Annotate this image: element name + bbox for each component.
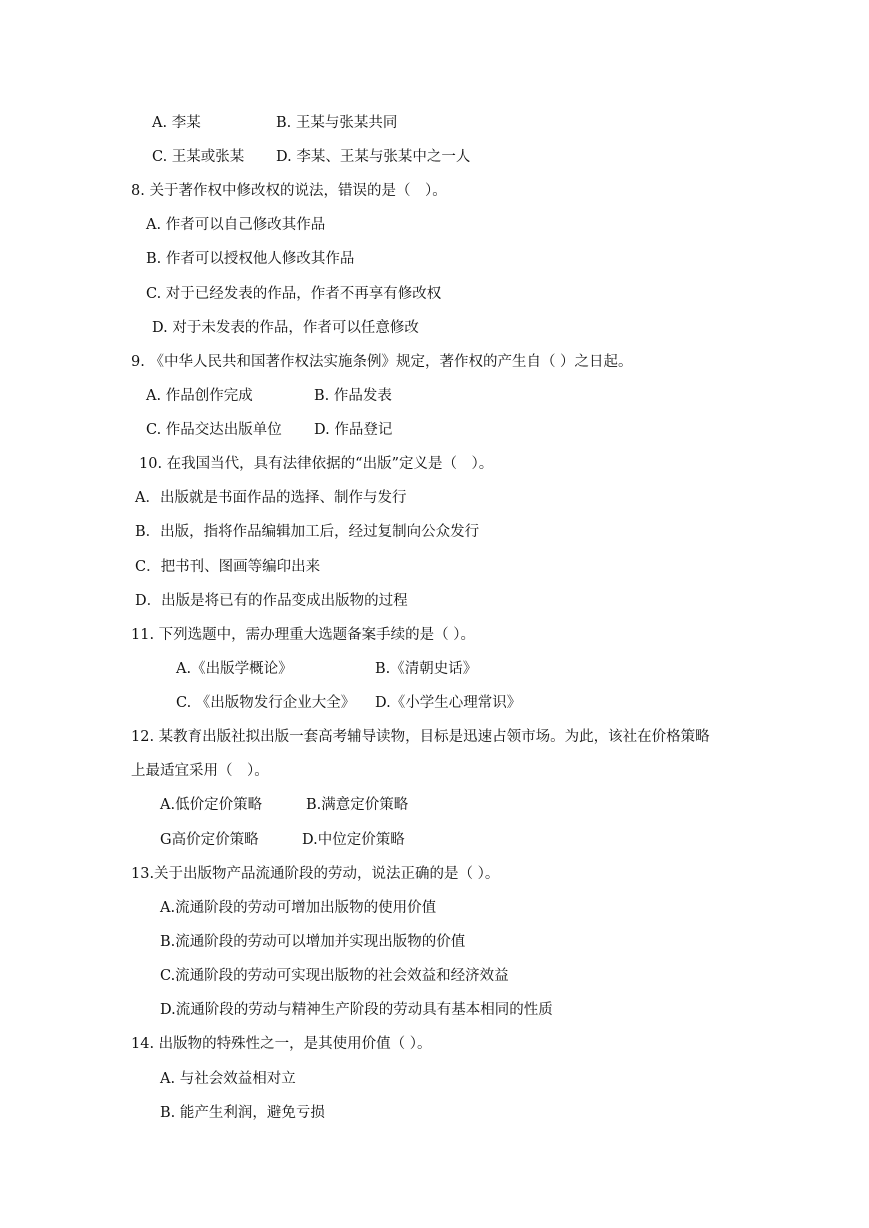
question-12-text: 12. 某教育出版社拟出版一套高考辅导读物，目标是迅速占领市场。为此，该社在价格策略 — [131, 729, 710, 745]
option-8b-text: B. 作者可以授权他人修改其作品 — [146, 251, 355, 267]
option-14b-text: B. 能产生利润，避免亏损 — [160, 1105, 325, 1121]
option-13c-text: C.流通阶段的劳动可实现出版物的社会效益和经济效益 — [160, 968, 509, 984]
option-11d: D.《小学生心理常识》 — [375, 695, 522, 711]
question-14-text: 14. 出版物的特殊性之一，是其使用价值（ ）。 — [131, 1036, 432, 1052]
option-9a: A. 作品创作完成 — [146, 388, 253, 404]
option-10d-text: D．出版是将已有的作品变成出版物的过程 — [135, 593, 408, 609]
option-13d-text: D.流通阶段的劳动与精神生产阶段的劳动具有基本相同的性质 — [160, 1002, 553, 1018]
option-8d-text: D. 对于未发表的作品，作者可以任意修改 — [152, 320, 419, 336]
option-7c: C. 王某或张某 — [152, 149, 245, 165]
option-12d: D.中位定价策略 — [302, 832, 405, 848]
option-10a-text: A．出版就是书面作品的选择、制作与发行 — [135, 490, 407, 506]
option-7a: A. 李某 — [152, 115, 201, 131]
option-13b-text: B.流通阶段的劳动可以增加并实现出版物的价值 — [160, 934, 466, 950]
option-10b-text: B．出版，指将作品编辑加工后，经过复制向公众发行 — [135, 524, 480, 540]
question-9-text: 9. 《中华人民共和国著作权法实施条例》规定，著作权的产生自（ ）之日起。 — [131, 354, 633, 370]
option-12b: B.满意定价策略 — [306, 797, 409, 813]
option-11b: B.《清朝史话》 — [375, 661, 478, 677]
option-12a: A.低价定价策略 — [160, 797, 263, 813]
question-11-text: 11. 下列选题中，需办理重大选题备案手续的是（ ）。 — [131, 627, 476, 643]
option-9d: D. 作品登记 — [314, 422, 393, 438]
question-10-text: 10. 在我国当代，具有法律依据的“出版”定义是（ ）。 — [139, 456, 494, 472]
option-9b: B. 作品发表 — [314, 388, 392, 404]
option-10c-text: C．把书刊、图画等编印出来 — [135, 559, 321, 575]
option-8a-text: A. 作者可以自己修改其作品 — [146, 217, 326, 233]
question-13-text: 13.关于出版物产品流通阶段的劳动，说法正确的是（ ）。 — [131, 866, 500, 882]
option-8c-text: C. 对于已经发表的作品，作者不再享有修改权 — [146, 286, 442, 302]
option-7b: B. 王某与张某共同 — [276, 115, 398, 131]
question-8-text: 8. 关于著作权中修改权的说法，错误的是（ ）。 — [131, 183, 447, 199]
question-12-text-cont: 上最适宜采用（ ）。 — [131, 763, 269, 779]
option-13a-text: A.流通阶段的劳动可增加出版物的使用价值 — [160, 900, 437, 916]
option-9c: C. 作品交达出版单位 — [146, 422, 282, 438]
option-7d: D. 李某、王某与张某中之一人 — [276, 149, 471, 165]
option-11c: C. 《出版物发行企业大全》 — [176, 695, 356, 711]
option-14a-text: A. 与社会效益相对立 — [160, 1071, 296, 1087]
option-12c: G高价定价策略 — [160, 832, 259, 848]
option-11a: A.《出版学概论》 — [176, 661, 293, 677]
